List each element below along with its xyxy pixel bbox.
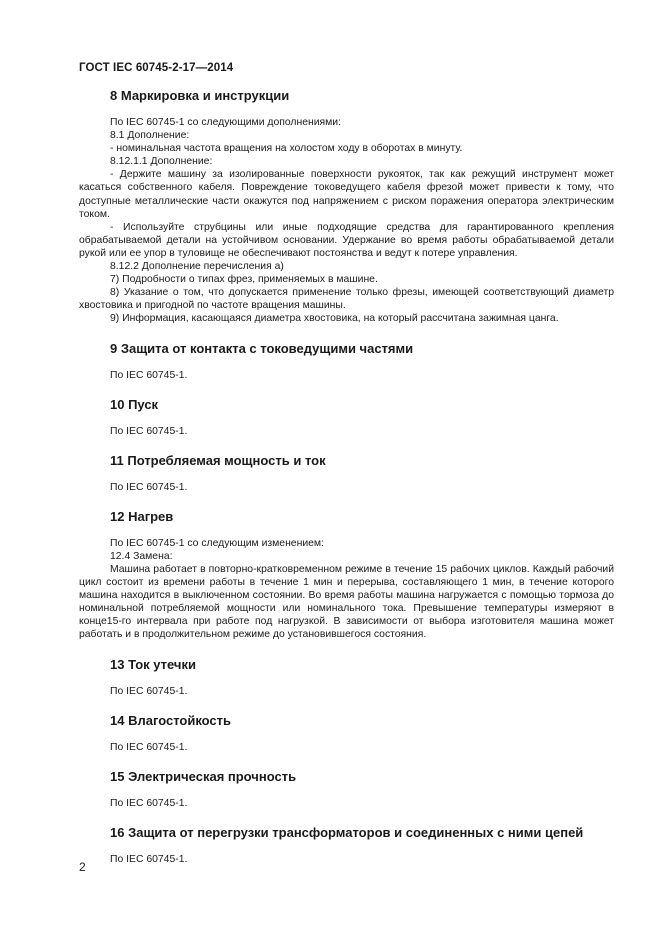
paragraph: - номинальная частота вращения на холостом ходу в оборотах в минуту. <box>110 143 463 155</box>
paragraph: 9) Информация, касающаяся диаметра хвостовика, на который рассчитана зажимная цанга. <box>110 313 559 325</box>
paragraph: Машина работает в повторно-кратковременном режиме в течение 15 рабочих циклов. Каждый рабочий цикл состоит из времени работы в течение 1 мин и перерыва, составляющего 1 мин, в течение которого машина находится в выключенном состоянии. Во время работы машина нагружается с помощью тормоза до номинальной потребляемой мощности или номинального тока. Превышение температуры измеряют в конце15-го интервала при работе под нагрузкой. В зависимости от выбора изготовителя машина может работать и в продолжительном режиме до установившегося состояния. <box>79 563 614 641</box>
paragraph: По IEC 60745-1 со следующими дополнениями: <box>110 117 341 128</box>
paragraph: 8.1 Дополнение: <box>110 130 190 142</box>
section-13 <box>79 655 614 698</box>
paragraph: По IEC 60745-1. <box>110 369 188 381</box>
paragraph: 7) Подробности о типах фрез, применяемых в машине. <box>110 274 378 286</box>
section-heading: 12 Нагрев <box>110 508 174 524</box>
page-number: 2 <box>79 860 86 874</box>
paragraph: 8) Указание о том, что допускается применение только фрезы, имеющей соответствующий диаметр хвостовика и пригодной по частоте вращения машины. <box>79 287 614 312</box>
section-heading: 13 Ток утечки <box>110 656 196 672</box>
section-heading: 16 Защита от перегрузки трансформаторов и соединенных с ними цепей <box>110 824 584 840</box>
paragraph: 12.4 Замена: <box>110 550 173 562</box>
section-heading: 9 Защита от контакта с токоведущими частями <box>110 340 414 356</box>
page-content <box>79 86 614 866</box>
section-11 <box>79 451 614 494</box>
section-heading: 11 Потребляемая мощность и ток <box>110 452 326 468</box>
paragraph: 8.12.1.1 Дополнение: <box>110 156 213 168</box>
section-8 <box>79 86 614 326</box>
paragraph: 8.12.2 Дополнение перечисления а) <box>110 261 284 273</box>
section-16 <box>79 823 614 866</box>
section-heading: 15 Электрическая прочность <box>110 768 297 784</box>
paragraph: По IEC 60745-1. <box>110 797 188 809</box>
section-12 <box>79 507 614 642</box>
paragraph: По IEC 60745-1. <box>110 685 188 697</box>
section-heading: 10 Пуск <box>110 396 159 412</box>
paragraph: По IEC 60745-1. <box>110 481 188 493</box>
section-10 <box>79 395 614 438</box>
document-id: ГОСТ IEC 60745-2-17—2014 <box>79 62 234 74</box>
section-15 <box>79 767 614 810</box>
paragraph: По IEC 60745-1. <box>110 741 188 753</box>
section-heading: 8 Маркировка и инструкции <box>110 88 290 103</box>
paragraph: По IEC 60745-1. <box>110 853 188 865</box>
paragraph: По IEC 60745-1 со следующим изменением: <box>110 537 324 549</box>
section-14 <box>79 711 614 754</box>
section-heading: 14 Влагостойкость <box>110 712 232 728</box>
section-9 <box>79 339 614 382</box>
paragraph: - Держите машину за изолированные поверхности рукояток, так как режущий инструмент может касаться собственного кабеля. Повреждение токоведущего кабеля фрезой может привести к тому, что доступные металлические части окажутся под напряжением с риском поражения оператора электрическим током. <box>79 169 614 220</box>
paragraph: - Используйте струбцины или иные подходящие средства для гарантированного крепления обрабатываемой детали на устойчивом основании. Удержание во время работы обрабатываемой детали рукой или ее упор в туловище не обеспечивают постоянства и ведут к потере управления. <box>79 221 614 259</box>
paragraph: По IEC 60745-1. <box>110 425 188 437</box>
